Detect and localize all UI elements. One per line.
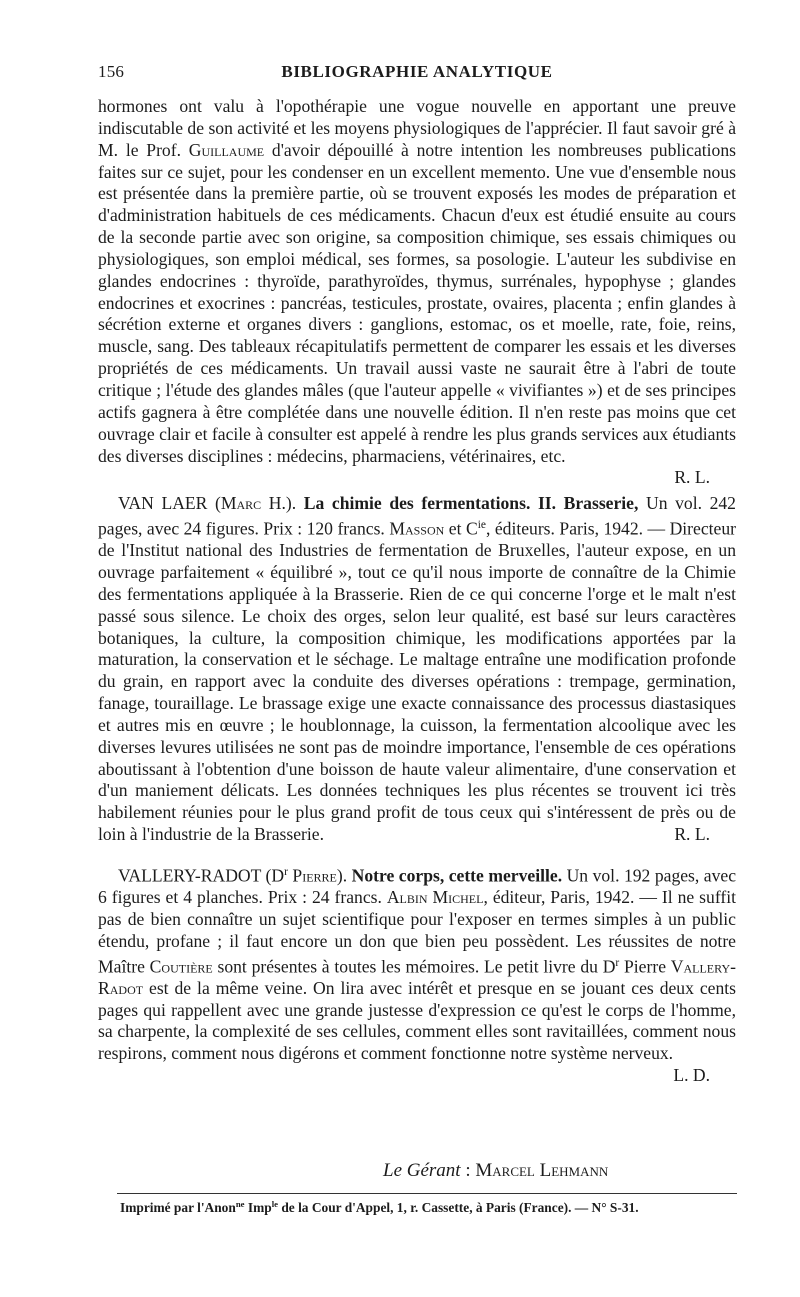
running-title: BIBLIOGRAPHIE ANALYTIQUE <box>281 62 553 81</box>
publisher-name: Masson <box>389 518 445 539</box>
review-text: sont présentes à toutes les mémoires. Le petit livre du D <box>212 955 616 976</box>
review-vallery-radot <box>98 862 737 1086</box>
author-first-name: Pierre <box>287 865 337 886</box>
superscript: r <box>615 956 620 969</box>
superscript: ie <box>477 519 486 532</box>
reviewer-signature: R. L. <box>674 824 710 845</box>
reviewer-signature: R. L. <box>674 467 710 488</box>
gerant-separator: : <box>460 1160 476 1181</box>
printer-text: de la Cour d'Appel, 1, r. Cassette, à Paris (France). — N° S-31. <box>278 1199 639 1215</box>
review-text: est de la même veine. On lira avec intérêt et presque en se jouant ces deux cents pages qui rappellent avec une grande justesse d'expression ce qu'est le corps de l'homme, sa charpente, la complexité de ses cellules, comment elles sont ravitaillées, comment nous respirons, comment nous digérons et comment fonctionne notre système nerveux. <box>98 977 736 1064</box>
gerant-label: Le Gérant <box>383 1160 461 1181</box>
review-guillaume <box>98 96 736 489</box>
publisher-name: Albin Michel <box>386 887 484 908</box>
author-name: Guillaume <box>188 139 265 160</box>
printer-imprint <box>120 1199 740 1216</box>
author-name: VAN LAER ( <box>118 493 221 514</box>
gerant-line <box>383 1160 608 1182</box>
review-text: Un vol. 242 pages, avec 24 figures. Prix : 120 francs. <box>98 493 736 539</box>
body-text <box>98 96 736 1087</box>
gerant-name: Marcel Lehmann <box>475 1160 609 1181</box>
review-text: d'avoir dépouillé à notre intention les nombreuses publications faites sur ce sujet, pour les condenser en un excellent memento. Une vue d'ensemble nous est présentée dans la première partie, où se trouvent exposés les modes de préparation et d'administration habituels de ces médicaments. Chacun d'eux est étudié ensuite au cours de la seconde partie avec son origine, sa composition chimique, ses essais chimiques ou physiologiques, son emploi médical, ses formes, sa posologie. L'auteur les subdivise en glandes endocrines : thyroïde, parathyroïdes, thymus, surrénales, hypophyse ; glandes endocrines et exocrines : pancréas, testicules, prostate, ovaires, placenta ; enfin glandes à sécrétion externe et organes divers : ganglions, estomac, os et moelle, rate, foie, reins, muscle, sang. Des tableaux récapitulatifs permettent de comparer les essais et les diverses propriétés de ces médicaments. Un travail aussi vaste ne saurait être à l'abri de toute critique ; l'étude des glandes mâles (que l'auteur appelle « vivifiantes ») et de ses principes actifs gagnera à être complétée dans une nouvelle édition. Il n'en reste pas moins que cet ouvrage clair et facile à consulter est appelé à rendre les plus grands services aux étudiants des diverses disciplines : médecins, pharmaciens, vétérinaires, etc. <box>98 139 736 466</box>
reviewer-signature: L. D. <box>673 1065 710 1086</box>
book-title: La chimie des fermentations. II. Brasserie, <box>303 493 639 514</box>
author-initial: H.). <box>261 493 304 514</box>
book-title: Notre corps, cette merveille. <box>351 865 563 886</box>
review-text: , éditeurs. Paris, 1942. — Directeur de l'Institut national des Industries de fermentation de Bruxelles, l'auteur expose, en un ouvrage parfaitement « équilibré », tout ce qu'il nous importe de connaître de la Chimie des fermentations appliquée à la Brasserie. Rien de ce qui concerne l'orge et le malt n'est passé sous silence. Le choix des orges, selon leur qualité, est basé sur leurs caractères botaniques, la culture, la composition chimique, les modifications apportées par la maturation, la conservation et le séchage. Le maltage entraîne une modification profonde du grain, en rapport avec la conduite des diverses opérations : trempage, germination, fanage, touraillage. Le brassage exige une exacte connaissance des processus diastasiques et autres mis en œuvre ; le houblonnage, la cuisson, la fermentation alcoolique avec les diverses levures utilisées ne sont pas de moindre importance, l'ensemble de ces opérations aboutissant à l'obtention d'une boisson de haute valeur alimentaire, d'une conservation et d'un maniement délicats. Les données techniques les plus récentes se trouvent ici très habilement réunies pour le plus grand profit de tous ceux qui s'intéressent de près ou de loin à l'industrie de la Brasserie. <box>98 518 737 845</box>
review-text: , éditeur, Paris, 1942. — Il ne suffit pas de bien connaître un sujet scientifique pour l'exposer en termes simples à un public étendu, profane ; il faut encore un don que bien peu possèdent. Les réussites de notre Maître <box>98 887 736 976</box>
review-text: Un vol. 192 pages, avec 6 figures et 4 planches. Prix : 24 francs. <box>98 865 737 908</box>
review-text: Pierre <box>619 955 671 976</box>
person-name: Vallery-Radot <box>98 955 736 998</box>
review-text: hormones ont valu à l'opothérapie une vogue nouvelle en apportant une preuve indiscutable de son activité et les moyens physiologiques de l'apprécier. Il faut savoir gré à M. le Prof. <box>98 96 736 160</box>
person-name: Coutière <box>149 955 213 976</box>
superscript: ne <box>235 1199 245 1209</box>
page-number: 156 <box>98 62 125 81</box>
review-van-laer <box>98 493 736 846</box>
author-name: VALLERY-RADOT (D <box>118 865 285 886</box>
running-header <box>98 62 736 86</box>
printer-text: Imprimé par l'Anon <box>120 1199 236 1215</box>
superscript: r <box>284 865 288 878</box>
author-paren: ). <box>336 865 352 886</box>
author-first-name: Marc <box>220 493 262 514</box>
review-text: et C <box>444 518 478 539</box>
footer-divider <box>117 1193 737 1194</box>
superscript: le <box>271 1199 278 1209</box>
printer-text: Imp <box>244 1199 272 1215</box>
